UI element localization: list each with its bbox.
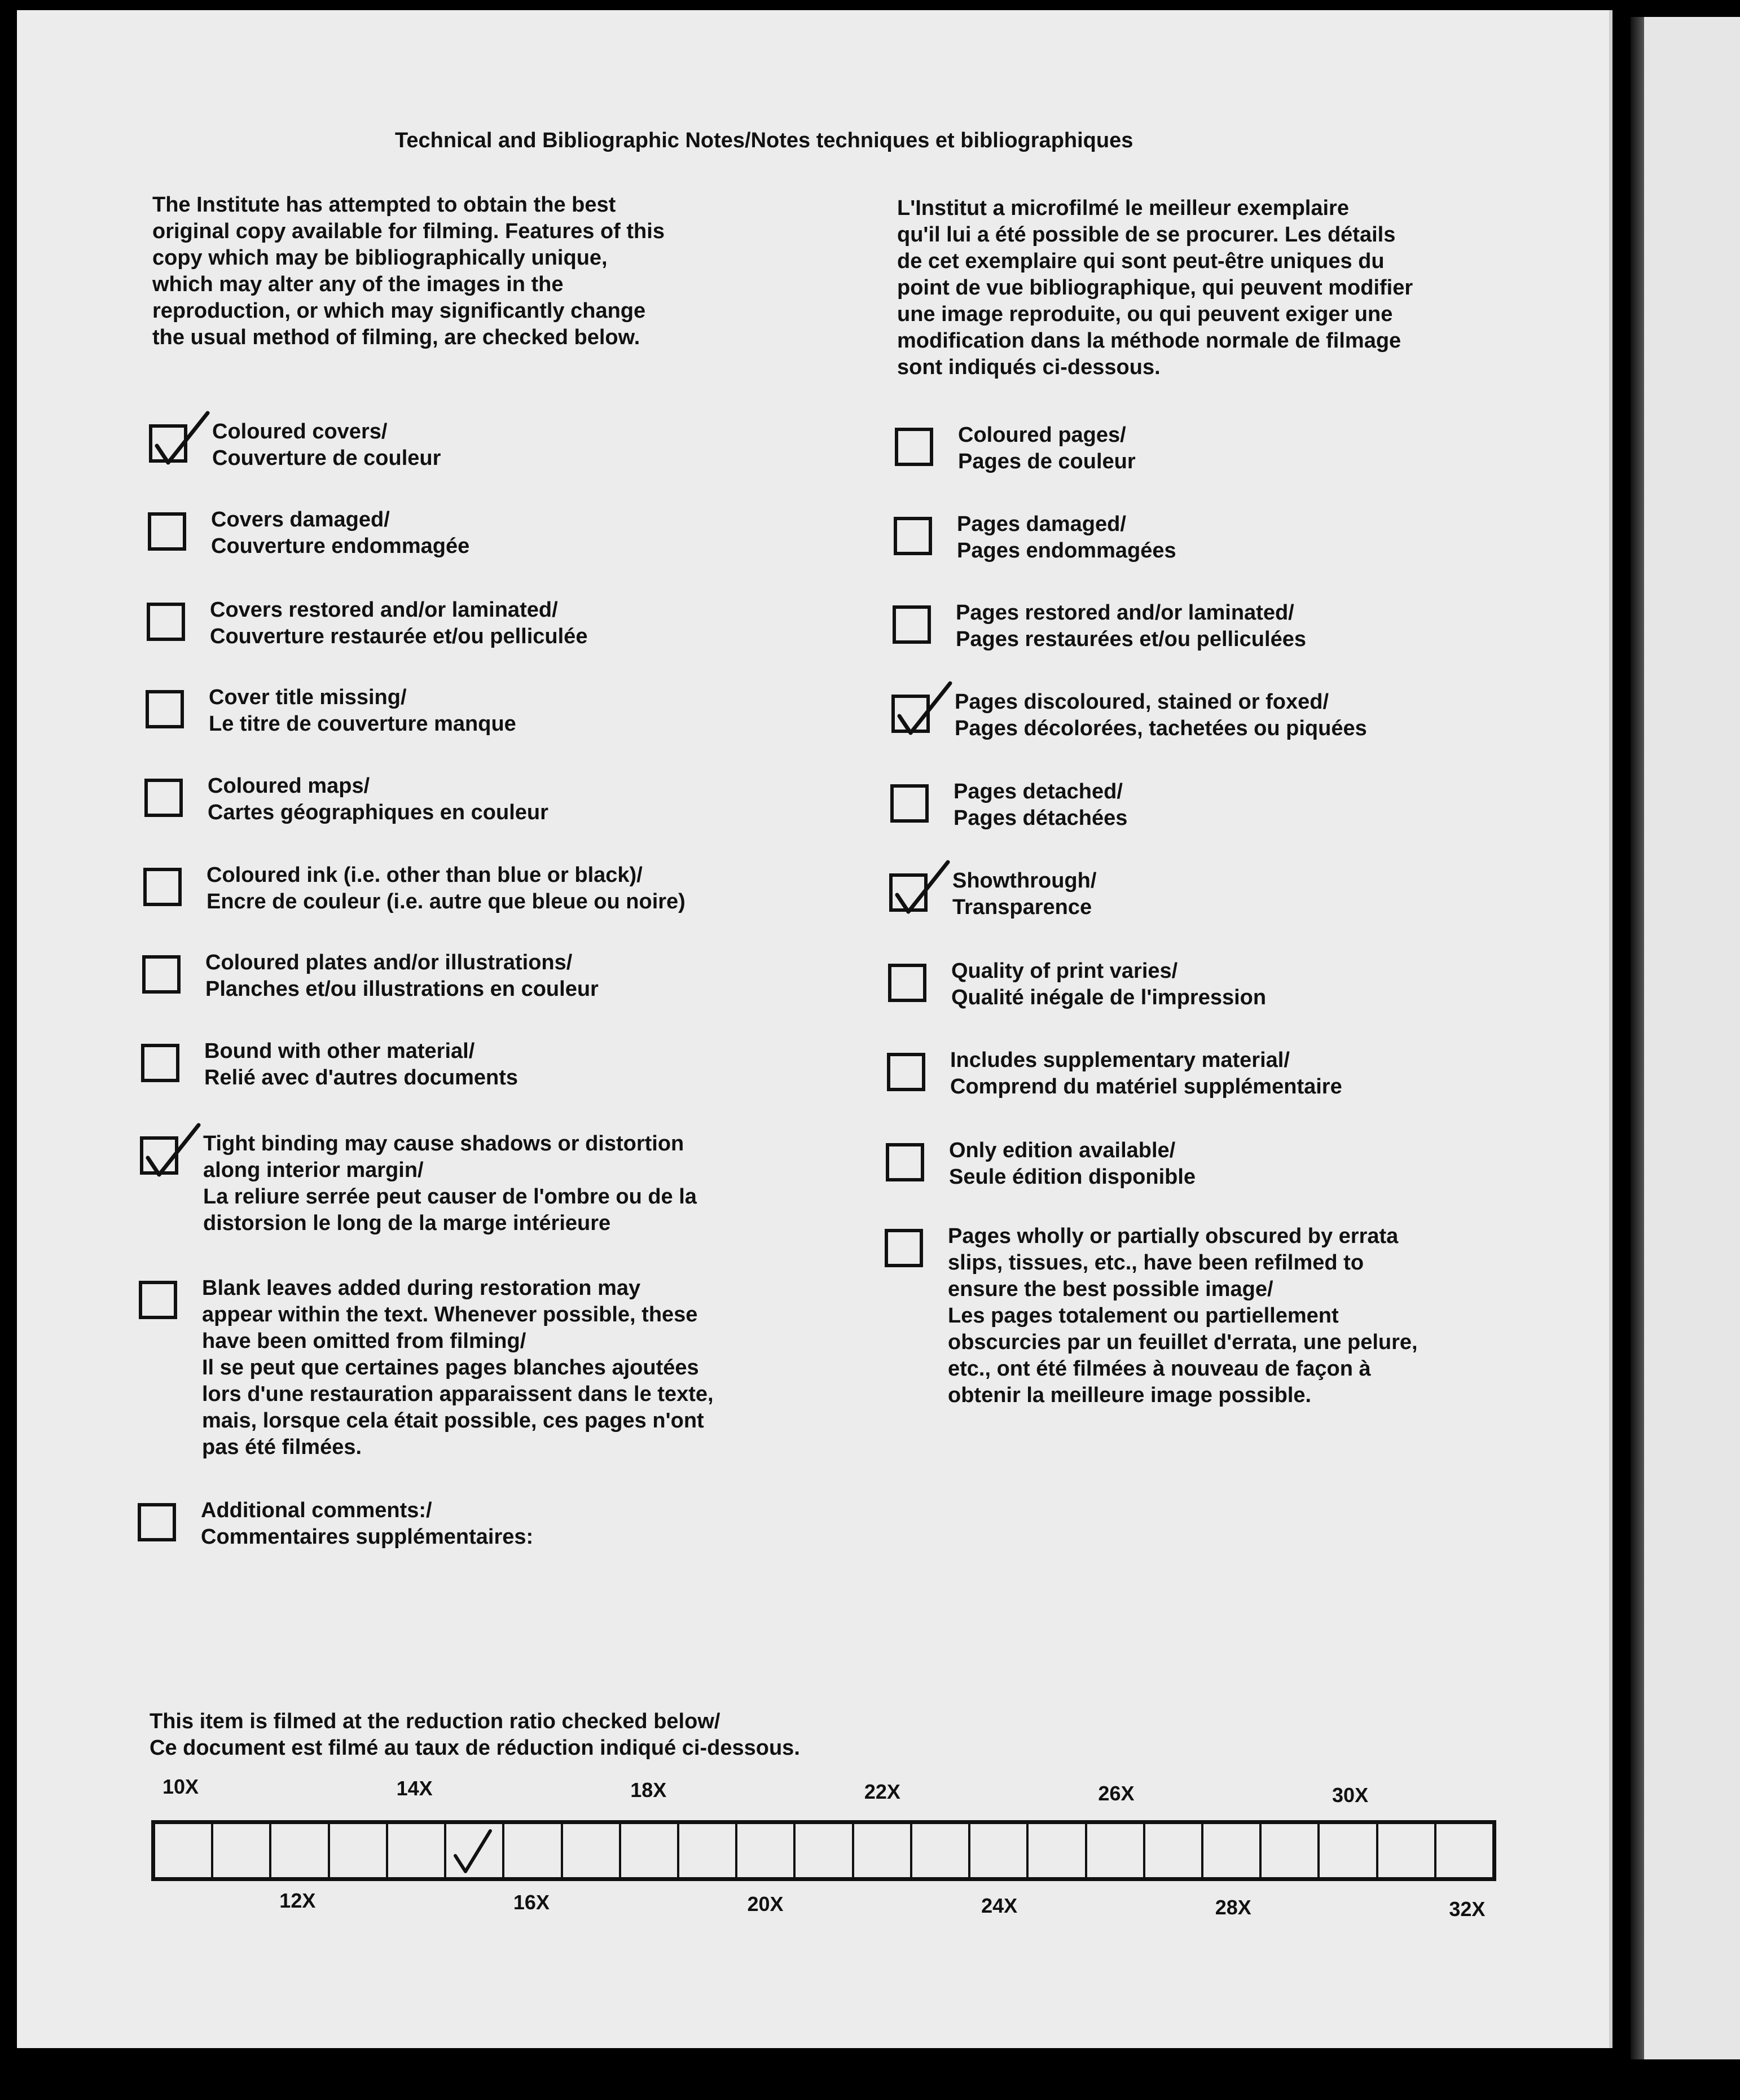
checkbox[interactable] [139,1281,177,1319]
checkbox[interactable] [894,517,932,555]
checklist-label-line: Pages detached/ [954,780,1123,803]
checklist-label [955,689,1367,742]
checklist-label-line: Coloured maps/ [208,774,370,798]
checklist-label-line: Includes supplementary material/ [950,1048,1290,1072]
checklist-label-line: Qualité inégale de l'impression [951,986,1267,1009]
checklist-label-line: Coloured ink (i.e. other than blue or black)/ [206,863,643,887]
checklist-label-line: Pages damaged/ [957,512,1126,536]
reduction-cell[interactable] [1029,1824,1087,1877]
checklist-label-line: Transparence [952,895,1092,919]
reduction-cell[interactable] [621,1824,679,1877]
checkbox[interactable] [890,784,929,823]
checkbox[interactable] [893,605,931,644]
intro-en-line: which may alter any of the images in the [152,273,564,296]
checklist-label [204,1038,518,1091]
checked-box[interactable] [891,695,930,733]
checklist-label-line: Blank leaves added during restoration may [202,1276,641,1300]
reduction-cell[interactable] [1378,1824,1436,1877]
checklist-label [202,1275,714,1461]
reduction-cell[interactable] [737,1824,796,1877]
checklist-label-line: Pages wholly or partially obscured by errata [948,1224,1399,1248]
checklist-label-line: Pages décolorées, tachetées ou piquées [955,717,1367,740]
checklist-label [949,1137,1196,1190]
reduction-label: 24X [981,1894,1018,1917]
intro-en-line: copy which may be bibliographically unique, [152,246,608,270]
reduction-cell[interactable] [563,1824,621,1877]
reduction-label: 30X [1332,1783,1369,1807]
checklist-label-line: Cover title missing/ [209,686,407,709]
reduction-cell[interactable] [504,1824,563,1877]
checklist-label-line: Encre de couleur (i.e. autre que bleue ou noire) [206,890,686,913]
checkmark-icon [889,860,951,916]
reduction-cell[interactable] [970,1824,1029,1877]
reduction-cell[interactable] [679,1824,737,1877]
reduction-cell[interactable] [854,1824,912,1877]
intro-fr-line: qu'il lui a été possible de se procurer. Les détails [897,223,1396,247]
checkbox[interactable] [886,1143,924,1181]
intro-fr-line: point de vue bibliographique, qui peuvent modifier [897,276,1413,300]
checkmark-icon [891,681,954,737]
reduction-cell[interactable] [1203,1824,1262,1877]
checklist-label-line: Pages restaurées et/ou pelliculées [956,627,1306,651]
intro-en-line: original copy available for filming. Features of this [152,219,665,243]
checkbox[interactable] [138,1503,176,1541]
page-title: Technical and Bibliographic Notes/Notes techniques et bibliographiques [395,129,1133,152]
checkbox[interactable] [141,1044,179,1082]
reduction-label: 14X [396,1777,433,1800]
reduction-label: 22X [864,1780,900,1803]
checklist-label [958,422,1136,475]
intro-fr-line: modification dans la méthode normale de filmage [897,329,1401,353]
intro-fr-line: L'Institut a microfilmé le meilleur exemplaire [897,196,1349,220]
reduction-cell[interactable] [1145,1824,1203,1877]
reduction-label: 20X [747,1892,784,1916]
checklist-label [212,419,441,472]
checklist-label-line: Couverture de couleur [212,446,441,470]
checklist-label [952,868,1096,921]
checklist-label-line: Le titre de couverture manque [209,712,516,736]
checklist-label-line: Bound with other material/ [204,1039,475,1063]
checklist-label-line: Il se peut que certaines pages blanches ajoutées [202,1356,699,1380]
checkmark-icon [140,1123,202,1179]
checkbox[interactable] [885,1229,923,1267]
checklist-label-line: Comprend du matériel supplémentaire [950,1075,1342,1099]
checklist-label [211,507,469,560]
intro-french [897,195,1413,381]
checklist-label-line: have been omitted from filming/ [202,1329,526,1353]
reduction-cell[interactable] [213,1824,271,1877]
reduction-scale [151,1820,1496,1881]
reduction-cell[interactable] [271,1824,329,1877]
checkbox[interactable] [887,1053,925,1091]
reduction-label: 26X [1098,1782,1135,1805]
checklist-label-line: Only edition available/ [949,1139,1176,1162]
checklist-label-line: Showthrough/ [952,869,1097,893]
reduction-label: 28X [1215,1896,1251,1919]
reduction-cell[interactable] [330,1824,388,1877]
checklist-label [203,1131,697,1237]
reduction-cell[interactable] [1262,1824,1320,1877]
checklist-label-line: Pages de couleur [958,450,1136,473]
checklist-label [957,511,1176,564]
checked-box[interactable] [149,424,187,463]
checklist-label-line: Covers restored and/or laminated/ [210,598,558,622]
checklist-label [206,862,686,915]
intro-en-line: The Institute has attempted to obtain the best [152,193,616,217]
checkmark-icon [149,411,211,467]
checkbox[interactable] [147,603,185,641]
reduction-label: 12X [279,1889,316,1912]
checklist-label [205,950,599,1003]
checklist-label [950,1047,1342,1100]
intro-english [152,192,665,351]
reduction-label: 32X [1449,1897,1486,1921]
checklist-label [210,597,587,650]
checklist-label-line: Couverture endommagée [211,534,470,558]
checklist-label-line: Couverture restaurée et/ou pelliculée [210,625,588,648]
intro-fr-line: sont indiqués ci-dessous. [897,355,1161,379]
checklist-label [948,1223,1418,1409]
reduction-cell[interactable] [1320,1824,1378,1877]
reduction-cell[interactable] [388,1824,446,1877]
reduction-cell[interactable] [446,1824,504,1877]
checklist-label-line: Covers damaged/ [211,508,390,531]
checklist-label-line: Les pages totalement ou partiellement [948,1304,1339,1328]
checklist-label-line: obtenir la meilleure image possible. [948,1383,1312,1407]
checkmark-icon [450,1829,495,1876]
checklist-label-line: ensure the best possible image/ [948,1277,1273,1301]
reduction-cell[interactable] [1087,1824,1145,1877]
checklist-label-line: Additional comments:/ [201,1499,432,1522]
checklist-label-line: Commentaires supplémentaires: [201,1525,534,1549]
checklist-label [951,958,1266,1011]
checklist-label-line: Coloured plates and/or illustrations/ [205,951,573,974]
reduction-caption [150,1708,800,1761]
checklist-label-line: along interior margin/ [203,1158,424,1182]
checked-box[interactable] [889,873,928,912]
checklist-label [209,684,516,737]
checklist-label [208,773,548,826]
checklist-label-line: Relié avec d'autres documents [204,1066,519,1089]
checklist-label-line: Pages détachées [954,806,1128,830]
checklist-label-line: Pages endommagées [957,539,1176,563]
intro-en-line: the usual method of filming, are checked below. [152,326,640,349]
checklist-label-line: appear within the text. Whenever possible, these [202,1303,698,1326]
checkbox[interactable] [148,512,186,551]
checklist-label-line: distorsion le long de la marge intérieure [203,1211,611,1235]
checklist-label-line: slips, tissues, etc., have been refilmed to [948,1251,1364,1275]
checklist-label-line: mais, lorsque cela était possible, ces pages n'ont [202,1409,704,1433]
checklist-label-line: Planches et/ou illustrations en couleur [205,977,599,1001]
intro-en-line: reproduction, or which may significantly change [152,299,646,323]
reduction-cell[interactable] [796,1824,854,1877]
adjacent-page-edge [1631,17,1740,2059]
checkbox[interactable] [888,964,926,1002]
reduction-caption-line: Ce document est filmé au taux de réduction indiqué ci-dessous. [150,1736,800,1760]
checklist-label-line: lors d'une restauration apparaissent dans le texte, [202,1382,714,1406]
checklist-label [954,779,1127,832]
checkbox[interactable] [143,868,182,906]
intro-fr-line: une image reproduite, ou qui peuvent exiger une [897,302,1393,326]
checklist-label-line: La reliure serrée peut causer de l'ombre ou de la [203,1185,697,1209]
checklist-label-line: obscurcies par un feuillet d'errata, une pelure, [948,1330,1418,1354]
reduction-label: 18X [630,1778,667,1802]
checklist-label [201,1497,533,1550]
checklist-label [956,600,1306,653]
checklist-label-line: pas été filmées. [202,1435,362,1459]
checklist-label-line: etc., ont été filmées à nouveau de façon à [948,1357,1371,1381]
reduction-cell[interactable] [1436,1824,1492,1877]
reduction-cell[interactable] [912,1824,970,1877]
intro-fr-line: de cet exemplaire qui sont peut-être uniques du [897,249,1385,273]
checklist-label-line: Cartes géographiques en couleur [208,801,548,824]
reduction-caption-line: This item is filmed at the reduction ratio checked below/ [150,1710,720,1733]
checklist-label-line: Pages restored and/or laminated/ [956,601,1294,625]
checklist-label-line: Seule édition disponible [949,1165,1196,1189]
checkbox[interactable] [144,779,183,817]
checklist-label-line: Coloured covers/ [212,420,388,443]
checked-box[interactable] [140,1136,178,1175]
document-page [17,10,1612,2048]
checkbox[interactable] [146,690,184,728]
reduction-label: 16X [513,1891,550,1914]
checklist-label-line: Pages discoloured, stained or foxed/ [955,690,1329,714]
checklist-label-line: Tight binding may cause shadows or distortion [203,1132,684,1156]
reduction-cell[interactable] [155,1824,213,1877]
checkbox[interactable] [895,428,933,466]
reduction-label: 10X [162,1775,199,1798]
checklist-label-line: Quality of print varies/ [951,959,1178,983]
checkbox[interactable] [142,955,181,994]
checklist-label-line: Coloured pages/ [958,423,1126,447]
